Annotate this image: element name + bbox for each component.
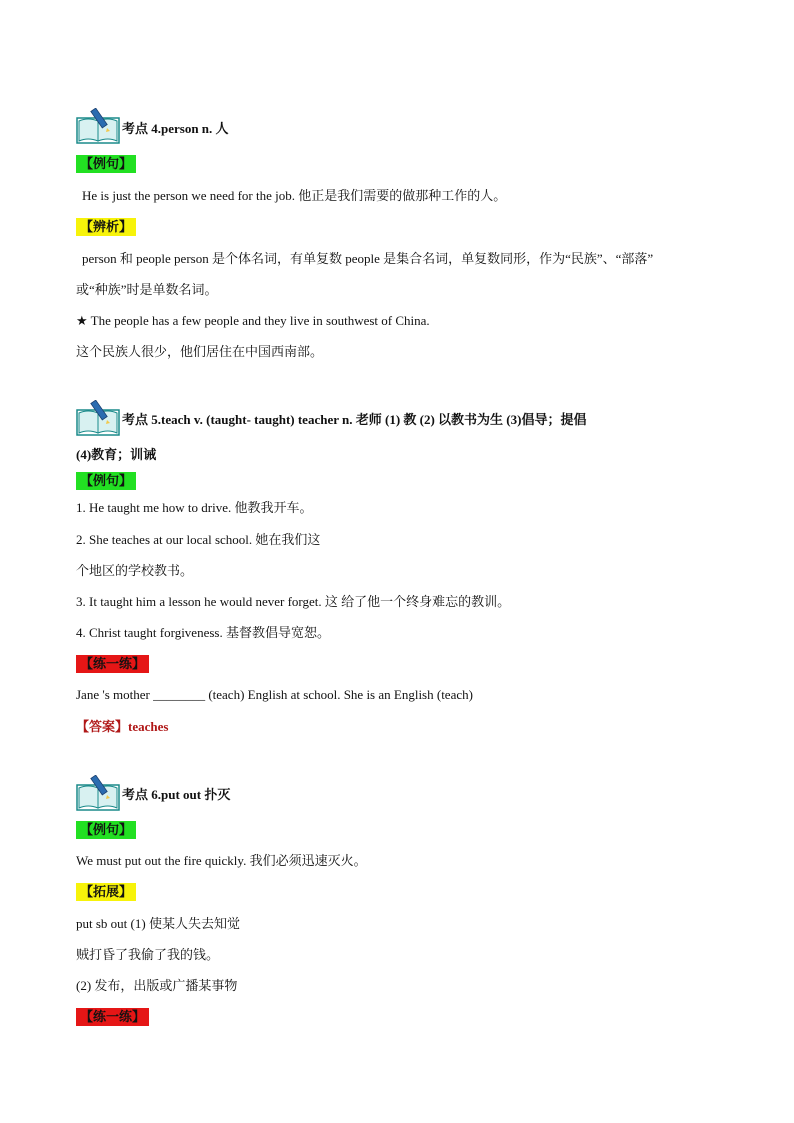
section-5-answer: 【答案】teaches	[76, 719, 169, 734]
section-6-extension-1: put sb out (1) 使某人失去知觉	[76, 916, 240, 931]
section-5-example-1: 1. He taught me how to drive. 他教我开车。	[76, 500, 313, 515]
section-5-practice-tag: 【练一练】	[76, 655, 149, 673]
section-5-title-line-1: 考点 5.teach v. (taught- taught) teacher n. 老师 (1) 教 (2) 以教书为生 (3)倡导；提倡	[122, 412, 587, 427]
section-5-example-tag: 【例句】	[76, 472, 136, 490]
section-5-practice: Jane 's mother ________ (teach) English at school. She is an English (teach)	[76, 687, 473, 702]
section-4-example-tag: 【例句】	[76, 155, 136, 173]
section-5-example-3: 3. It taught him a lesson he would never forget. 这 给了他一个终身难忘的教训。	[76, 594, 511, 609]
section-4-analysis-line-2: 或“种族”时是单数名词。	[76, 282, 218, 297]
section-4-translation: 这个民族人很少，他们居住在中国西南部。	[76, 344, 324, 359]
section-5-example-2-cont: 个地区的学校教书。	[76, 563, 194, 578]
section-4-example: He is just the person we need for the job. 他正是我们需要的做那种工作的人。	[82, 188, 507, 203]
book-pencil-icon	[76, 775, 122, 811]
section-6-extension-tag: 【拓展】	[76, 883, 136, 901]
section-6-example-tag: 【例句】	[76, 821, 136, 839]
section-6-extension-3: (2) 发布，出版或广播某事物	[76, 978, 238, 993]
section-5-example-4: 4. Christ taught forgiveness. 基督教倡导宽恕。	[76, 625, 330, 640]
book-pencil-icon	[76, 400, 122, 436]
section-4-star-line: ★ The people has a few people and they live in southwest of China.	[76, 313, 430, 328]
section-4-analysis-tag: 【辨析】	[76, 218, 136, 236]
section-4-analysis-line-1: person 和 people person 是个体名词，有单复数 people 是集合名词，单复数同形，作为“民族”、“部落”	[82, 251, 654, 266]
book-pencil-icon	[76, 108, 122, 144]
section-5-title-line-2: (4)教育；训诫	[76, 447, 157, 462]
section-5-example-2: 2. She teaches at our local school. 她在我们这	[76, 532, 321, 547]
section-6-title: 考点 6.put out 扑灭	[122, 787, 231, 802]
section-6-extension-2: 贼打昏了我偷了我的钱。	[76, 947, 220, 962]
section-6-practice-tag: 【练一练】	[76, 1008, 149, 1026]
section-6-example: We must put out the fire quickly. 我们必须迅速灭火。	[76, 853, 367, 868]
section-4-title: 考点 4.person n. 人	[122, 121, 229, 136]
